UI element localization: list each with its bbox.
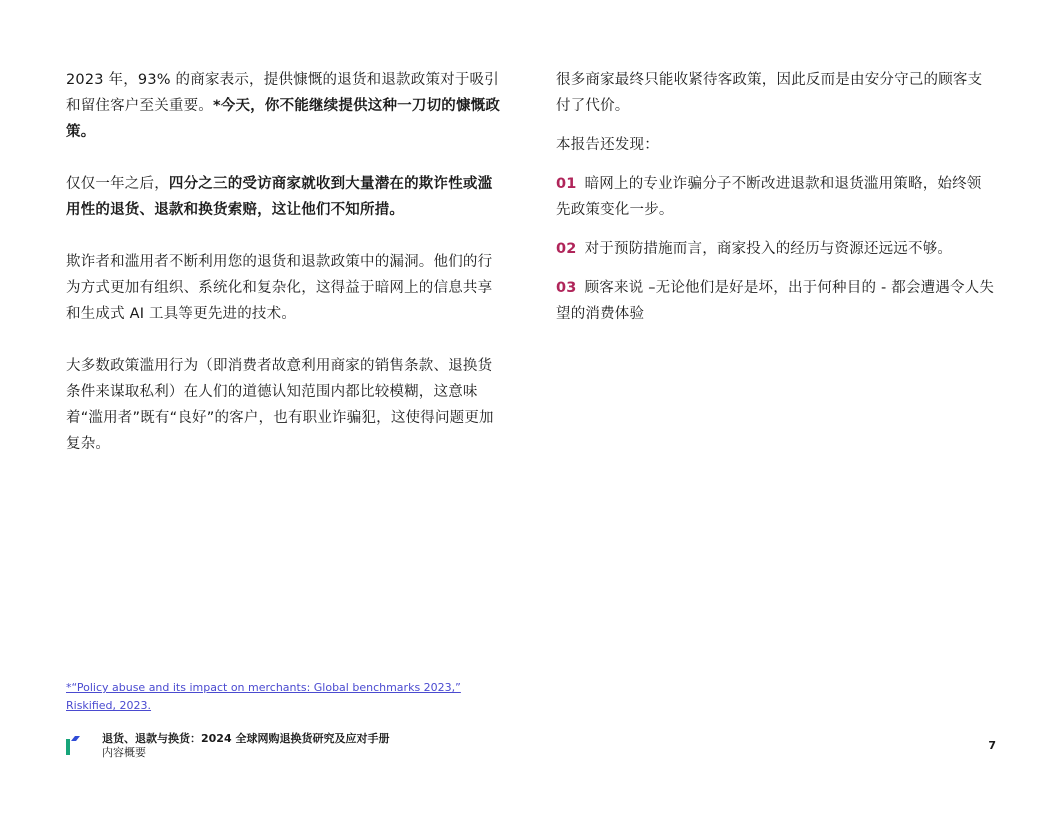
finding-number: 01 (556, 176, 577, 192)
intro-text: 2023 年，93% 的商家表示，提供慷慨的退货和退款政策对于吸引和留住客户至关重要。 (66, 72, 499, 114)
finding-number: 02 (556, 241, 577, 257)
finding-item (556, 171, 996, 223)
year-later-bold-text: 四分之三的受访商家就收到大量潜在的欺诈性或滥用性的退货、退款和换货索赔，这让他们不知所措。 (66, 176, 493, 218)
year-later-text: 仅仅一年之后， (66, 176, 169, 192)
footer-title: 退货、退款与换货：2024 全球网购退换货研究及应对手册 (102, 732, 390, 745)
footnote (66, 679, 506, 715)
finding-number: 03 (556, 280, 577, 296)
footnote-link[interactable]: *“Policy abuse and its impact on merchants: Global benchmarks 2023,” Riskified, 2023. (66, 681, 461, 712)
paragraph-fraudsters: 欺诈者和滥用者不断利用您的退货和退款政策中的漏洞。他们的行为方式更加有组织、系统化和复杂化，这得益于暗网上的信息共享和生成式 AI 工具等更先进的技术。 (66, 254, 493, 322)
paragraph-findings-intro: 本报告还发现： (556, 137, 659, 153)
page-number: 7 (988, 739, 996, 752)
paragraph-intro (66, 67, 506, 145)
page-footer (66, 732, 996, 762)
finding-text: 顾客来说 –无论他们是好是坏，出于何种目的 - 都会遭遇令人失望的消费体验 (556, 280, 995, 322)
right-column (556, 67, 996, 340)
footer-subtitle: 内容概要 (102, 746, 146, 759)
paragraph-merchants-tighten: 很多商家最终只能收紧待客政策，因此反而是由安分守己的顾客支付了代价。 (556, 72, 983, 114)
finding-item (556, 275, 996, 327)
intro-bold-text: *今天，你不能继续提供这种一刀切的慷慨政策。 (66, 98, 501, 140)
finding-text: 暗网上的专业诈骗分子不断改进退款和退货滥用策略，始终领先政策变化一步。 (556, 176, 982, 218)
finding-item (556, 236, 996, 262)
paragraph-policy-abuse: 大多数政策滥用行为（即消费者故意利用商家的销售条款、退换货条件来谋取私利）在人们的道德认知范围内都比较模糊，这意味着“滥用者”既有“良好”的客户，也有职业诈骗犯，这使得问题更加复杂。 (66, 358, 494, 452)
left-column (66, 67, 506, 483)
riskified-logo-icon (66, 735, 82, 755)
finding-text: 对于预防措施而言，商家投入的经历与资源还远远不够。 (584, 241, 953, 257)
paragraph-year-later (66, 171, 506, 223)
